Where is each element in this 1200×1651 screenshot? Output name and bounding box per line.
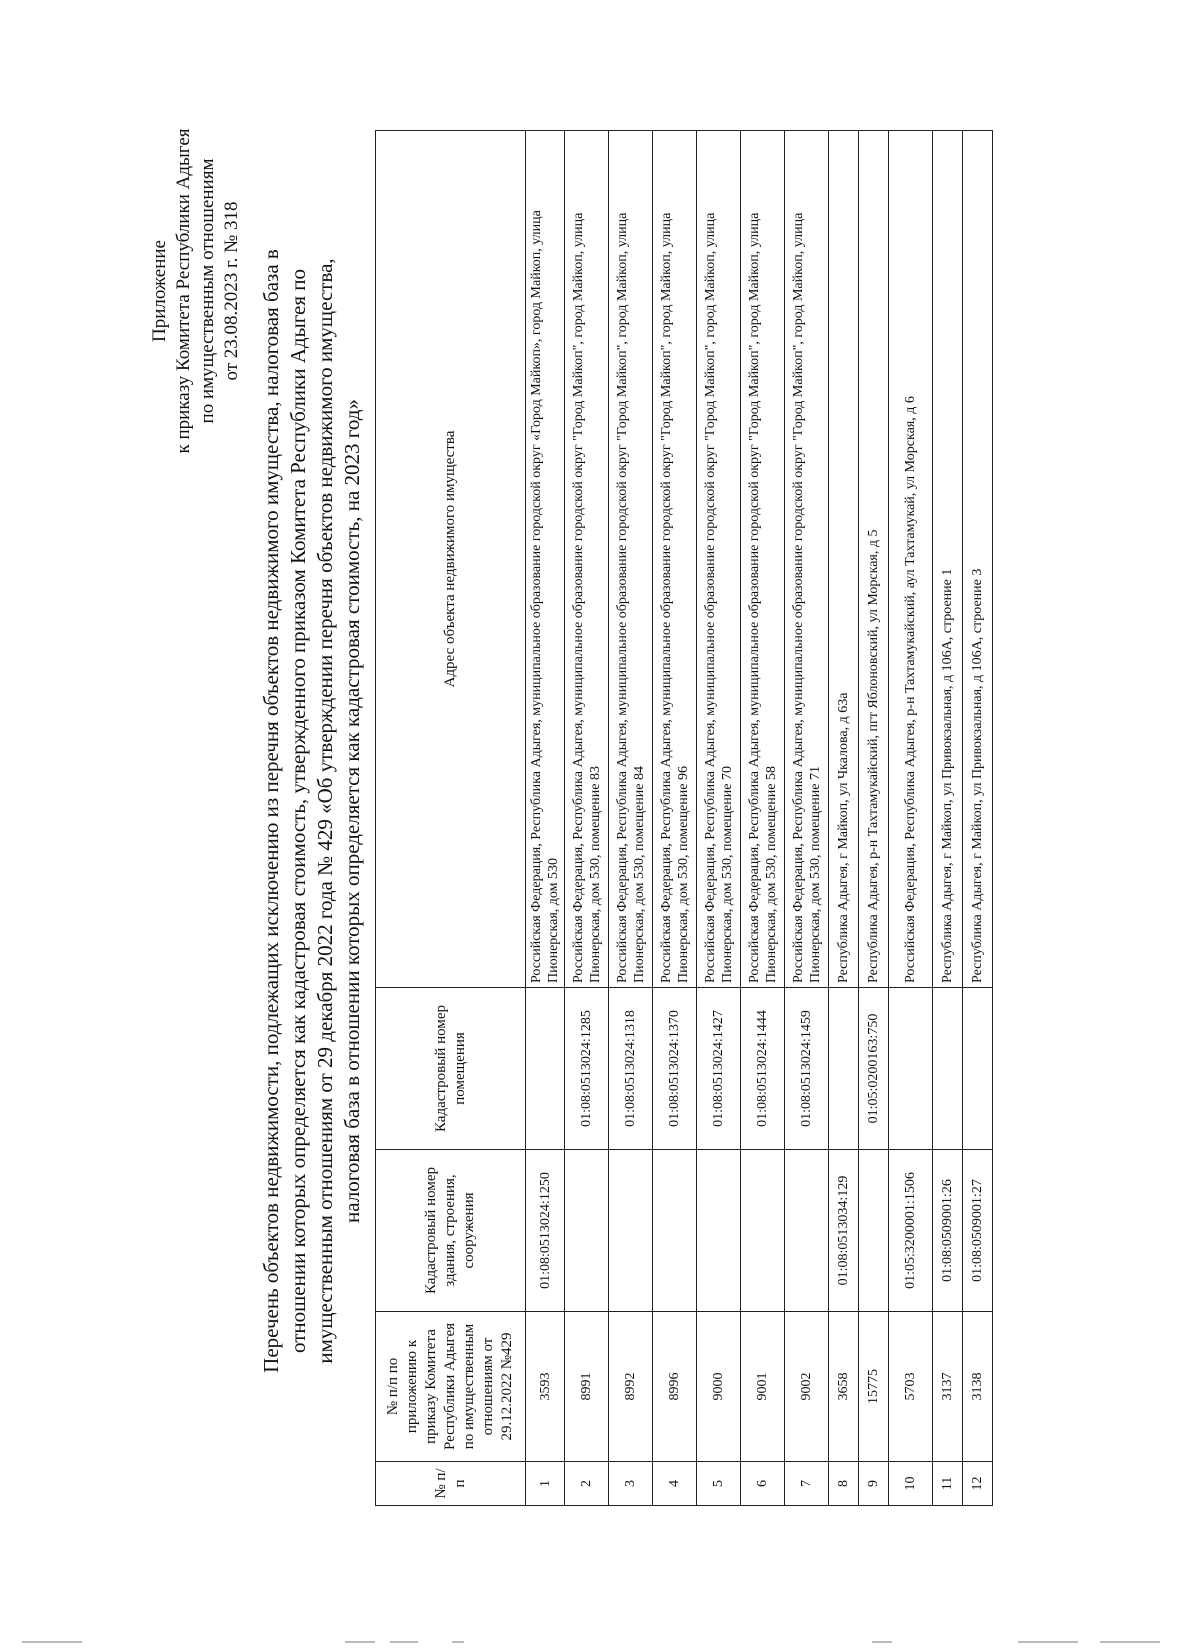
cell-building-cadastral: 01:08:0513034:129 <box>829 1150 859 1312</box>
cell-num: 11 <box>933 1462 963 1506</box>
cell-ref: 3137 <box>933 1312 963 1462</box>
cell-num: 10 <box>889 1462 933 1506</box>
cell-address: Российская Федерация, Республика Адыгея, муниципальное образование городской округ «Город Майкоп», город Майкоп, улица Пионерская, дом 530 <box>526 131 565 988</box>
table-row <box>653 131 697 1506</box>
title-line: налоговая база в отношении которых определяется как кадастровая стоимость, на 2023 год» <box>340 399 364 1223</box>
cell-building-cadastral <box>741 1150 785 1312</box>
cell-building-cadastral <box>609 1150 653 1312</box>
cell-building-cadastral <box>859 1150 889 1312</box>
cell-room-cadastral: 01:08:0513024:1318 <box>609 988 653 1150</box>
cell-address: Российская Федерация, Республика Адыгея, муниципальное образование городской округ "Город Майкоп", город Майкоп, улица Пионерская, дом 530, помещение 96 <box>653 131 697 988</box>
header-address: Адрес объекта недвижимого имущества <box>376 131 526 988</box>
cell-num: 9 <box>859 1462 889 1506</box>
cell-address: Республика Адыгея, г Майкоп, ул Привокзальная, д 106А, строение 3 <box>963 131 993 988</box>
table-row <box>526 131 565 1506</box>
table-row <box>697 131 741 1506</box>
cell-address: Российская Федерация, Республика Адыгея, муниципальное образование городской округ "Город Майкоп", город Майкоп, улица Пионерская, дом 530, помещение 70 <box>697 131 741 988</box>
table-row <box>889 131 933 1506</box>
cell-ref: 8992 <box>609 1312 653 1462</box>
cell-ref: 8996 <box>653 1312 697 1462</box>
cell-num: 7 <box>785 1462 829 1506</box>
table-row <box>933 131 963 1506</box>
cell-room-cadastral: 01:08:0513024:1285 <box>565 988 609 1150</box>
cell-address: Российская Федерация, Республика Адыгея, муниципальное образование городской округ "Город Майкоп", город Майкоп, улица Пионерская, дом 530, помещение 84 <box>609 131 653 988</box>
header-ref: № п/п по приложению к приказу Комитета Республики Адыгея по имущественным отношениям от 29.12.2022 №429 <box>376 1312 526 1462</box>
cell-num: 5 <box>697 1462 741 1506</box>
appendix-header <box>148 111 244 471</box>
cell-ref: 3593 <box>526 1312 565 1462</box>
cell-building-cadastral <box>697 1150 741 1312</box>
cell-ref: 9001 <box>741 1312 785 1462</box>
appendix-order-date: от 23.08.2023 г. № 318 <box>221 201 242 381</box>
appendix-label: Приложение <box>149 240 170 342</box>
cell-building-cadastral: 01:05:3200001:1506 <box>889 1150 933 1312</box>
cell-building-cadastral <box>565 1150 609 1312</box>
cell-num: 8 <box>829 1462 859 1506</box>
cell-num: 2 <box>565 1462 609 1506</box>
title-line: имущественным отношениям от 29 декабря 2022 года № 429 «Об утверждении перечня объектов недвижимого имущества, <box>313 258 337 1364</box>
cell-room-cadastral: 01:08:0513024:1427 <box>697 988 741 1150</box>
cell-address: Республика Адыгея, р-н Тахтамукайский, пгт Яблоновский, ул Морская, д 5 <box>859 131 889 988</box>
cell-address: Республика Адыгея, г Майкоп, ул Чкалова, д 63а <box>829 131 859 988</box>
cell-num: 3 <box>609 1462 653 1506</box>
cell-room-cadastral <box>829 988 859 1150</box>
scan-edge-marks <box>0 1621 1200 1651</box>
cell-num: 6 <box>741 1462 785 1506</box>
cell-ref: 3658 <box>829 1312 859 1462</box>
cell-room-cadastral <box>889 988 933 1150</box>
cell-room-cadastral <box>963 988 993 1150</box>
cell-building-cadastral: 01:08:0513024:1250 <box>526 1150 565 1312</box>
property-table <box>375 130 993 1506</box>
cell-address: Российская Федерация, Республика Адыгея, муниципальное образование городской округ "Город Майкоп", город Майкоп, улица Пионерская, дом 530, помещение 83 <box>565 131 609 988</box>
cell-ref: 5703 <box>889 1312 933 1462</box>
header-num: № п/п <box>376 1462 526 1506</box>
cell-room-cadastral: 01:08:0513024:1444 <box>741 988 785 1150</box>
cell-ref: 3138 <box>963 1312 993 1462</box>
cell-ref: 8991 <box>565 1312 609 1462</box>
table-row <box>785 131 829 1506</box>
document-title <box>258 131 366 1491</box>
cell-room-cadastral <box>526 988 565 1150</box>
cell-address: Российская Федерация, Республика Адыгея, р-н Тахтамукайский, аул Тахтамукай, ул Морская, д 6 <box>889 131 933 988</box>
table-header <box>376 131 526 1506</box>
cell-room-cadastral <box>933 988 963 1150</box>
cell-address: Республика Адыгея, г Майкоп, ул Привокзальная, д 106А, строение 1 <box>933 131 963 988</box>
cell-building-cadastral <box>653 1150 697 1312</box>
cell-building-cadastral <box>785 1150 829 1312</box>
cell-room-cadastral: 01:05:0200163:750 <box>859 988 889 1150</box>
cell-num: 1 <box>526 1462 565 1506</box>
cell-ref: 15775 <box>859 1312 889 1462</box>
cell-num: 4 <box>653 1462 697 1506</box>
cell-ref: 9000 <box>697 1312 741 1462</box>
appendix-order-ref-cont: по имущественным отношениям <box>197 158 218 424</box>
appendix-order-ref: к приказу Комитета Республики Адыгея <box>173 128 194 454</box>
cell-building-cadastral: 01:08:0509001:27 <box>963 1150 993 1312</box>
table-row <box>565 131 609 1506</box>
header-building-cadastral: Кадастровый номер здания, строения, сооружения <box>376 1150 526 1312</box>
table-row <box>609 131 653 1506</box>
table-row <box>963 131 993 1506</box>
table-body <box>526 131 993 1506</box>
cell-num: 12 <box>963 1462 993 1506</box>
cell-address: Российская Федерация, Республика Адыгея, муниципальное образование городской округ "Город Майкоп", город Майкоп, улица Пионерская, дом 530, помещение 71 <box>785 131 829 988</box>
cell-room-cadastral: 01:08:0513024:1459 <box>785 988 829 1150</box>
title-line: отношении которых определяется как кадастровая стоимость, утвержденного приказом Комитета Республики Адыгея по <box>286 268 310 1354</box>
table-row <box>859 131 889 1506</box>
table-row <box>741 131 785 1506</box>
cell-ref: 9002 <box>785 1312 829 1462</box>
cell-building-cadastral: 01:08:0509001:26 <box>933 1150 963 1312</box>
cell-room-cadastral: 01:08:0513024:1370 <box>653 988 697 1150</box>
title-line: Перечень объектов недвижимости, подлежащих исключению из перечня объектов недвижимого имущества, налоговая база в <box>259 249 283 1373</box>
header-room-cadastral: Кадастровый номер помещения <box>376 988 526 1150</box>
cell-address: Российская Федерация, Республика Адыгея, муниципальное образование городской округ "Город Майкоп", город Майкоп, улица Пионерская, дом 530, помещение 58 <box>741 131 785 988</box>
table-row <box>829 131 859 1506</box>
